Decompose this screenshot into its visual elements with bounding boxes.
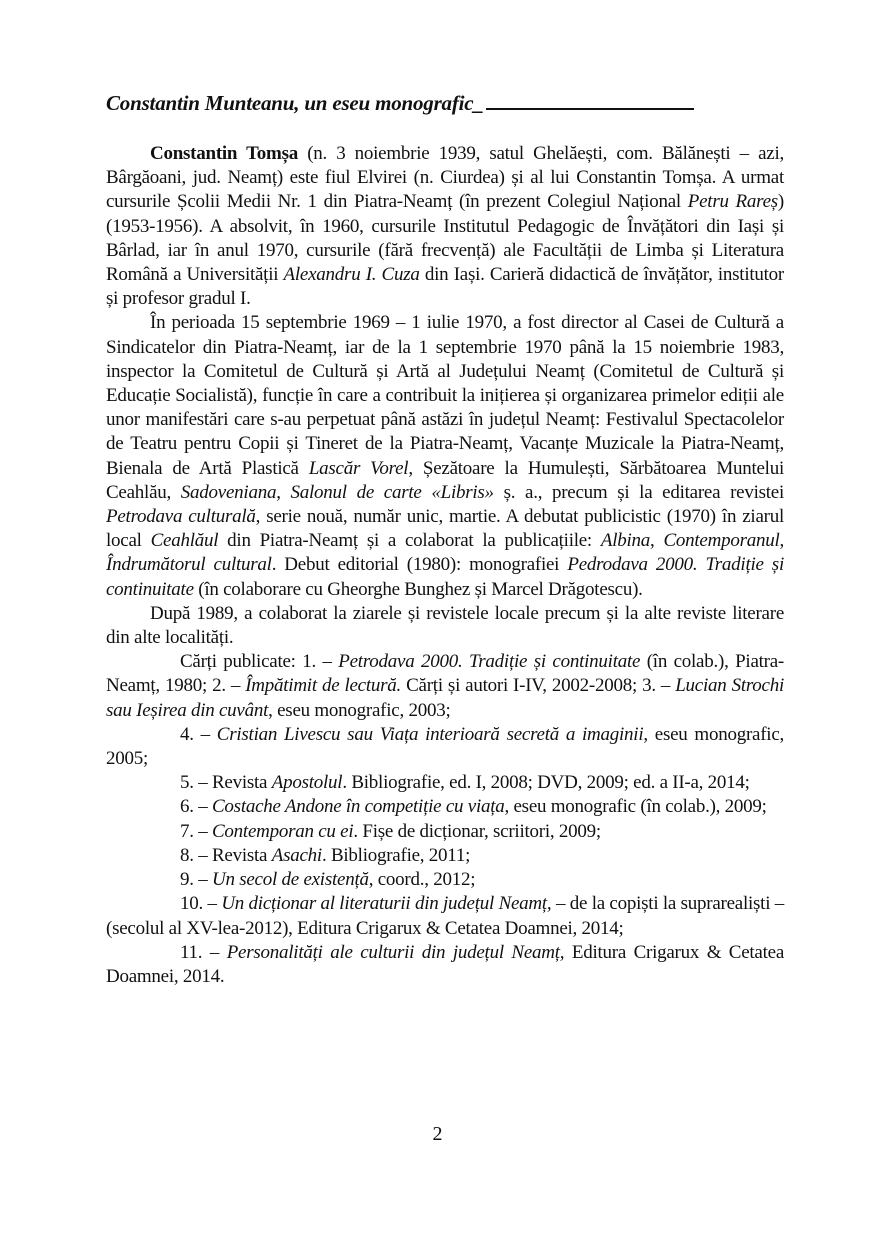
text-run: (în colab.), Piatra-Neamț, 1980; 2. – bbox=[106, 651, 784, 697]
text-run: ș. a., precum și la editarea revistei bbox=[493, 481, 784, 503]
text-run: , coord., 2012; bbox=[368, 869, 476, 891]
page-number: 2 bbox=[432, 1123, 443, 1145]
text-run: . Bibliografie, ed. I, 2008; DVD, 2009; ed. a II-a, 2014; bbox=[342, 772, 750, 794]
paragraph-career bbox=[106, 311, 784, 601]
italic-run: Îndrumătorul cultural bbox=[106, 554, 272, 576]
text-run: 5. – Revista bbox=[180, 772, 272, 794]
book-item-10 bbox=[106, 892, 784, 940]
book-item-6 bbox=[106, 795, 784, 819]
book-title: Costache Andone în competiție cu viața bbox=[212, 796, 505, 818]
running-header bbox=[106, 88, 784, 118]
italic-run: Sadoveniana bbox=[180, 481, 277, 503]
book-title: Petrodava 2000. Tradiție și continuitate bbox=[338, 651, 641, 673]
text-run: . Bibliografie, 2011; bbox=[321, 844, 471, 866]
book-title: Cristian Livescu sau Viața interioară secretă a imaginii bbox=[216, 723, 644, 745]
text-run: . Fișe de dicționar, scriitori, 2009; bbox=[353, 820, 601, 842]
book-item-7 bbox=[106, 820, 784, 844]
text-run: După 1989, a colaborat la ziarele și revistele locale precum și la alte reviste literare din alte localități. bbox=[106, 602, 784, 649]
text-run: din Piatra-Neamț și a colaborat la publicațiile: bbox=[218, 530, 601, 552]
italic-run: Albina bbox=[600, 530, 651, 552]
text-run: 8. – Revista bbox=[180, 844, 272, 866]
book-item-5 bbox=[106, 771, 784, 795]
italic-run: Alexandru I. Cuza bbox=[283, 264, 420, 286]
document-body bbox=[106, 142, 784, 989]
text-run: 7. – bbox=[180, 820, 212, 842]
text-run: Editura Crigarux & Cetatea Doamnei, 2014. bbox=[106, 941, 785, 987]
text-run: 6. – bbox=[180, 796, 212, 818]
book-title: Un dicționar al literaturii din județul Neamț, bbox=[221, 893, 552, 915]
subject-name: Constantin Tomșa bbox=[150, 143, 298, 164]
book-item-9 bbox=[106, 868, 784, 892]
text-run: (n. 3 noiembrie 1939, satul Ghelăești, com. Bălănești – azi, Bârgăoani, jud. Neamț) este fiul Elvirei (n. Ciurdea) și al lui Constantin Tomșa. A urmat cursurile Școlii Medii Nr. 1 din Piatra-Neamț (în prezent Colegiul Național bbox=[106, 143, 784, 213]
book-title: Lucian Strochi sau Ieșirea din cuvânt bbox=[106, 675, 785, 721]
italic-run: Salonul de carte «Libris» bbox=[290, 481, 494, 503]
text-run: , bbox=[650, 530, 664, 552]
text-run: din Iași. Carieră didactică de învățător, institutor și profesor gradul I. bbox=[106, 264, 784, 310]
text-run: Cărți publicate: 1. – bbox=[180, 651, 339, 673]
text-run: 10. – bbox=[180, 893, 222, 915]
text-run: 9. – bbox=[180, 869, 212, 891]
text-run: 11. – bbox=[180, 941, 227, 963]
text-run: , eseu monografic, 2005; bbox=[106, 723, 785, 770]
text-run: , bbox=[276, 481, 291, 503]
italic-run: Lascăr Vorel bbox=[308, 457, 409, 479]
text-run: , eseu monografic (în colab.), 2009; bbox=[504, 796, 767, 818]
book-title: Contemporan cu ei bbox=[212, 820, 354, 842]
book-title: Un secol de existență bbox=[212, 869, 369, 891]
book-title: Asachi bbox=[271, 844, 322, 866]
document-page bbox=[106, 88, 784, 989]
book-item-4 bbox=[106, 723, 784, 771]
italic-run: Petrodava culturală bbox=[106, 506, 256, 528]
text-run: . Debut editorial (1980): monografiei bbox=[271, 554, 568, 576]
text-run: – de la copiști la suprarealiști – (secolul al XV-lea-2012), Editura Crigarux & Cetatea Doamnei, 2014; bbox=[106, 893, 784, 939]
italic-run: Contemporanul bbox=[663, 530, 780, 552]
text-run: ) (1953-1956). A absolvit, în 1960, cursurile Institutul Pedagogic de Învățători din Iași și Bârlad, iar în anul 1970, cursurile (fără frecvență) ale Facultății de Limba și Literatura Română a Universității bbox=[106, 191, 784, 286]
paragraph-biography bbox=[106, 142, 784, 311]
text-run: , serie nouă, număr unic, martie. A debutat publicistic (1970) în ziarul local bbox=[106, 506, 785, 552]
book-title: Apostolul bbox=[271, 772, 343, 794]
book-item-8 bbox=[106, 844, 784, 868]
italic-run: Petru Rareș bbox=[687, 191, 778, 213]
text-run: , Șezătoare la Humulești, Sărbătoarea Muntelui Ceahlău, bbox=[106, 457, 784, 503]
paragraph-after-1989 bbox=[106, 602, 784, 650]
text-run: În perioada 15 septembrie 1969 – 1 iulie 1970, a fost director al Casei de Cultură a Sindicatelor din Piatra-Neamț, iar de la 1 septembrie 1970 până la 15 noiembrie 1983, inspector la Comitetul de Cultură și Artă al Județului Neamț (Comitetul de Cultură și Educație Socialistă), funcție în care a contribuit la inițierea și organizarea primelor ediții ale unor manifestări care s-au perpetuat până astăzi în județul Neamț: Festivalul Spectacolelor de Teatru pentru Copii și Tineret de la Piatra-Neamț, Vacanțe Muzicale la Piatra-Neamț, Bienala de Artă Plastică bbox=[106, 312, 784, 479]
italic-run: Ceahlăul bbox=[150, 530, 219, 552]
running-header-title: Constantin Munteanu, un eseu monografic_ bbox=[106, 91, 484, 115]
book-item-11 bbox=[106, 941, 784, 989]
book-list-intro bbox=[106, 650, 784, 723]
text-run: 4. – bbox=[180, 723, 217, 745]
book-title: Împătimit de lectură. bbox=[245, 675, 402, 697]
book-title: Personalități ale culturii din județul Neamț, bbox=[226, 941, 565, 963]
header-rule bbox=[486, 90, 694, 110]
text-run: (în colaborare cu Gheorghe Bunghez și Marcel Drăgotescu). bbox=[193, 578, 643, 600]
text-run: , eseu monografic, 2003; bbox=[268, 699, 451, 721]
italic-run: Pedrodava 2000. Tradiție și continuitate bbox=[106, 554, 784, 600]
text-run: , bbox=[779, 530, 784, 552]
text-run: Cărți și autori I-IV, 2002-2008; 3. – bbox=[401, 675, 676, 697]
